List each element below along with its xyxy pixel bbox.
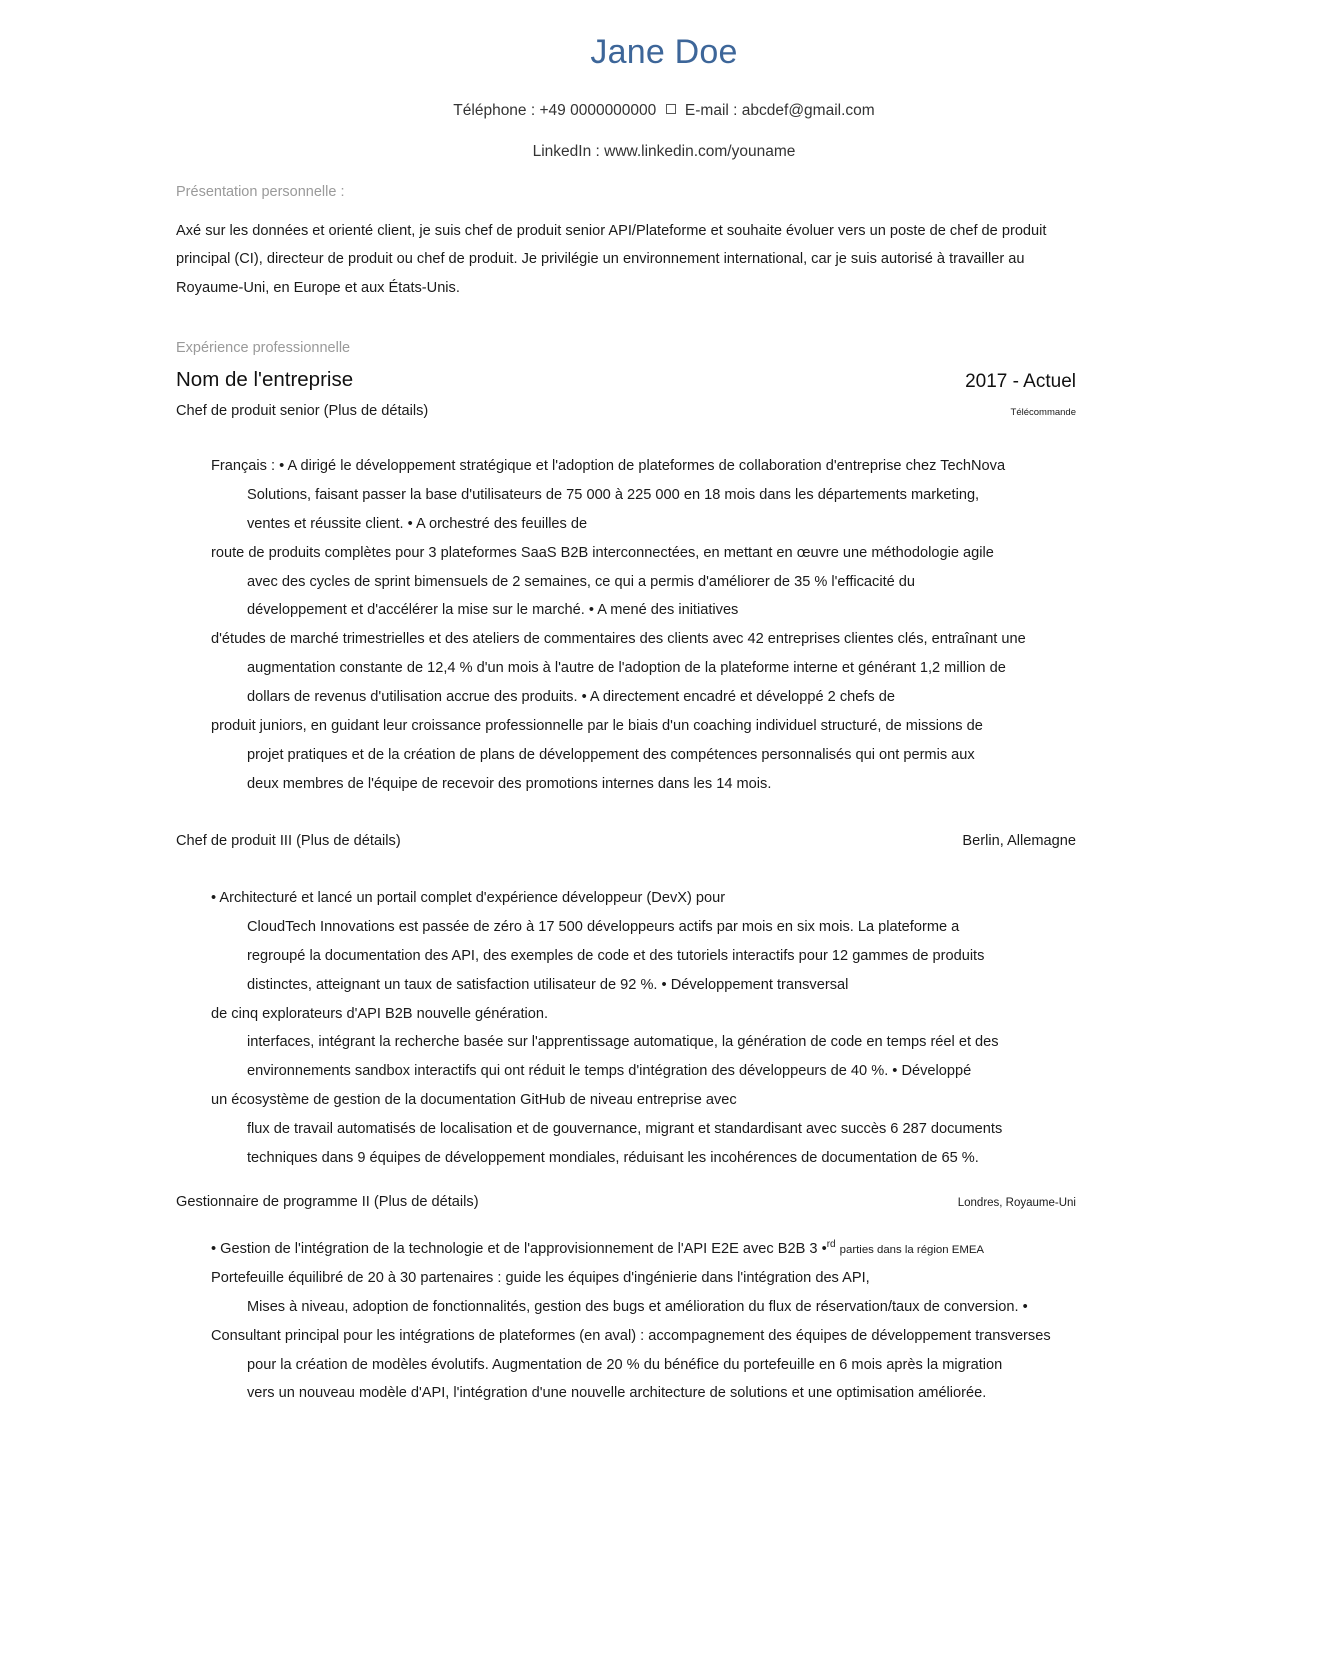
- experience-label: Expérience professionnelle: [176, 340, 351, 356]
- job-1-line: dollars de revenus d'utilisation accrue des produits. • A directement encadré et développé 2 chefs de: [247, 689, 895, 706]
- job-2-title: Chef de produit III (Plus de détails): [176, 833, 401, 849]
- job-1-sub-row: [176, 403, 1076, 419]
- job-3-location: Londres, Royaume-Uni: [957, 1197, 1076, 1209]
- job-2-sub-row: [176, 833, 1076, 849]
- job-1-line: ventes et réussite client. • A orchestré des feuilles de: [247, 515, 588, 532]
- phone-label: Téléphone :: [453, 101, 536, 119]
- job-1-line: produit juniors, en guidant leur croissance professionnelle par le biais d'un coaching individuel structuré, de missions de: [211, 718, 983, 735]
- job-1-line: développement et d'accélérer la mise sur le marché. • A mené des initiatives: [247, 602, 739, 619]
- email-label: E-mail :: [684, 101, 738, 119]
- job-3-line: Consultant principal pour les intégrations de plateformes (en aval) : accompagnement des équipes de développement transverses: [211, 1327, 1051, 1344]
- job-2-line: CloudTech Innovations est passée de zéro à 17 500 développeurs actifs par mois en six mois. La plateforme a: [247, 918, 960, 935]
- job-1-location: Télécommande: [1010, 406, 1076, 418]
- linkedin-label: LinkedIn :: [532, 142, 600, 160]
- square-separator-icon: [666, 104, 676, 114]
- job-2-line: flux de travail automatisés de localisation et de gouvernance, migrant et standardisant avec succès 6 287 documents: [247, 1121, 1003, 1138]
- job-1-date: 2017 - Actuel: [965, 371, 1076, 392]
- contact-line-primary: [0, 99, 1328, 123]
- job-2-line: regroupé la documentation des API, des exemples de code et des tutoriels interactifs pour 12 gammes de produits: [247, 947, 985, 964]
- job-3-line: Mises à niveau, adoption de fonctionnalités, gestion des bugs et amélioration du flux de réservation/taux de conversion. •: [247, 1298, 1028, 1315]
- job-1-line: deux membres de l'équipe de recevoir des promotions internes dans les 14 mois.: [247, 775, 772, 792]
- job-1-line: route de produits complètes pour 3 plateformes SaaS B2B interconnectées, en mettant en œuvre une méthodologie agile: [211, 544, 994, 561]
- summary-label: Présentation personnelle :: [176, 184, 345, 200]
- job-3-line-first-tail: parties dans la région EMEA: [839, 1244, 985, 1256]
- job-3-line-first-main: • Gestion de l'intégration de la technologie et de l'approvisionnement de l'API E2E avec B2B 3 •: [211, 1241, 827, 1257]
- job-1-company: Nom de l'entreprise: [176, 368, 354, 391]
- job-2-line: distinctes, atteignant un taux de satisfaction utilisateur de 92 %. • Développement transversal: [247, 976, 849, 993]
- ordinal-suffix: rd: [826, 1239, 836, 1251]
- job-2-line: • Architecturé et lancé un portail complet d'expérience développeur (DevX) pour: [211, 890, 726, 906]
- summary-text: Axé sur les données et orienté client, je suis chef de produit senior API/Plateforme et souhaite évoluer vers un poste de chef de produit principal (CI), directeur de produit ou chef de produit. Je privilégie un environnement international, car je suis autorisé à travailler au Royaume-Uni, en Europe et aux États-Unis.: [176, 223, 1047, 296]
- job-1-line: d'études de marché trimestrielles et des ateliers de commentaires des clients avec 42 entreprises clientes clés, entraînant une: [211, 631, 1026, 648]
- job-1-line: augmentation constante de 12,4 % d'un mois à l'autre de l'adoption de la plateforme interne et générant 1,2 million de: [247, 660, 1006, 677]
- job-entry-2-header: [176, 833, 1076, 849]
- job-2-location: Berlin, Allemagne: [962, 833, 1076, 849]
- job-1-line: projet pratiques et de la création de plans de développement des compétences personnalisés qui ont permis aux: [247, 746, 975, 763]
- job-3-line: pour la création de modèles évolutifs. Augmentation de 20 % du bénéfice du portefeuille en 6 mois après la migration: [247, 1356, 1003, 1373]
- job-1-bullets: [211, 452, 1041, 799]
- linkedin-value[interactable]: www.linkedin.com/youname: [604, 142, 796, 160]
- job-3-bullets: [211, 1235, 1071, 1408]
- contact-line-linkedin: [0, 140, 1328, 164]
- job-2-line: un écosystème de gestion de la documentation GitHub de niveau entreprise avec: [211, 1092, 737, 1109]
- job-entry-3-header: [176, 1194, 1076, 1210]
- job-2-line: techniques dans 9 équipes de développement mondiales, réduisant les incohérences de documentation de 65 %.: [247, 1150, 979, 1167]
- job-3-line: Portefeuille équilibré de 20 à 30 partenaires : guide les équipes d'ingénierie dans l'intégration des API,: [211, 1269, 870, 1286]
- job-2-bullets: [211, 884, 1041, 1173]
- page-title: Jane Doe: [590, 33, 738, 71]
- job-3-sub-row: [176, 1194, 1076, 1210]
- job-1-title: Chef de produit senior (Plus de détails): [176, 402, 429, 419]
- job-3-line-first: [211, 1235, 1071, 1264]
- job-3-title: Gestionnaire de programme II (Plus de détails): [176, 1194, 479, 1210]
- job-entry-1-header: [176, 368, 1076, 419]
- job-1-line: avec des cycles de sprint bimensuels de 2 semaines, ce qui a permis d'améliorer de 35 % l'efficacité du: [247, 573, 916, 590]
- job-1-line: Français : • A dirigé le développement stratégique et l'adoption de plateformes de collaboration d'entreprise chez TechNova: [211, 458, 1006, 474]
- job-2-line: interfaces, intégrant la recherche basée sur l'apprentissage automatique, la génération de code en temps réel et des: [247, 1034, 999, 1051]
- job-2-line: environnements sandbox interactifs qui ont réduit le temps d'intégration des développeurs de 40 %. • Développé: [247, 1063, 972, 1080]
- job-1-line: Solutions, faisant passer la base d'utilisateurs de 75 000 à 225 000 en 18 mois dans les départements marketing,: [247, 486, 980, 503]
- job-1-head-row: [176, 368, 1076, 394]
- email-value[interactable]: abcdef@gmail.com: [741, 101, 875, 119]
- summary-section: [176, 184, 1056, 302]
- job-2-line: de cinq explorateurs d'API B2B nouvelle génération.: [211, 1005, 549, 1022]
- phone-value: +49 0000000000: [539, 101, 657, 119]
- job-3-line: vers un nouveau modèle d'API, l'intégration d'une nouvelle architecture de solutions et une optimisation améliorée.: [247, 1385, 987, 1402]
